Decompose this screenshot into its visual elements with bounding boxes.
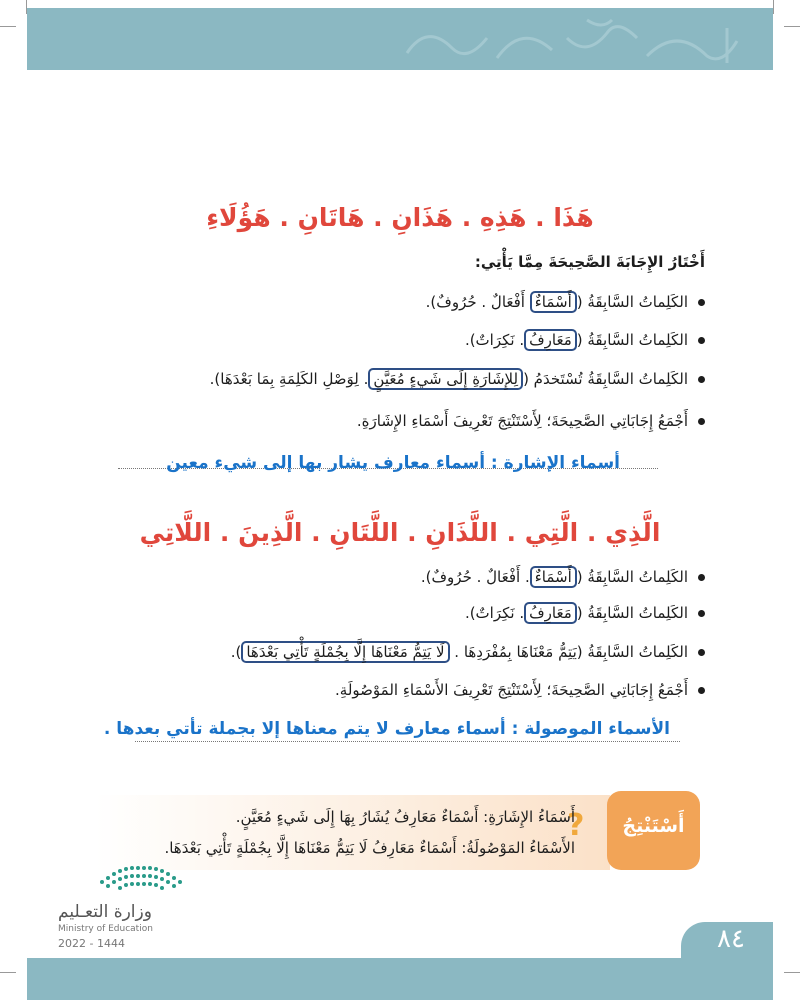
bullet-icon: [698, 376, 705, 383]
crop-mark: [0, 26, 16, 27]
bullet-icon: [698, 337, 705, 344]
selected-answer: مَعَارِفُ: [524, 602, 577, 624]
conclusion-line: أَسْمَاءُ الإِشَارَةِ: أَسْمَاءٌ مَعَارِفُ يُشَارُ بِهَا إِلَى شَيءٍ مُعَيَّنٍ.: [235, 808, 575, 826]
selected-answer: لِلإِشَارَةِ إِلَى شَيءٍ مُعَيَّنٍ: [368, 368, 523, 390]
ministry-logo-icon: [92, 862, 192, 898]
section2-title: الَّذِي . الَّتِي . اللَّذَانِ . اللَّتَانِ . الَّذِينَ . اللَّاتِي: [139, 518, 661, 547]
list-item: الكَلِماتُ السَّابِقَةُ تُسْتَخدَمُ (لِلإِشَارَةِ إِلَى شَيءٍ مُعَيَّنٍ. لِوَصْلِ الكَلِمَةِ بِمَا بَعْدَهَا).: [210, 370, 705, 388]
answer-line: [135, 741, 680, 742]
handwritten-answer: الأسماء الموصولة : أسماء معارف لا يتم معناها إلا بجملة تأتي بعدها .: [103, 719, 670, 739]
crop-mark: [784, 972, 800, 973]
ministry-name-ar: وزارة التعـليم: [58, 902, 152, 922]
crop-mark: [0, 972, 16, 973]
page-number: ٨٤: [717, 924, 745, 954]
handwritten-answer: أسماء الإشارة : أسماء معارف يشار بها إلى شيء معين: [166, 453, 620, 473]
crop-mark: [784, 26, 800, 27]
question-mark-icon: ?: [567, 808, 585, 843]
bullet-icon: [698, 418, 705, 425]
selected-answer: مَعَارِفُ: [524, 329, 577, 351]
crop-mark: [773, 0, 774, 14]
list-item: الكَلِماتُ السَّابِقَةُ (مَعَارِفُ. نَكِرَاتٌ).: [465, 331, 705, 349]
list-item: أَجْمَعُ إِجَابَاتِي الصَّحِيحَةَ؛ لِأَسْتَنْتِجَ تَعْرِيفَ الأَسْمَاءِ المَوْصُولَةِ.: [335, 681, 705, 699]
selected-answer: لَا يَتِمُّ مَعْنَاهَا إِلَّا بِجُمْلَةٍ تَأْتِي بَعْدَهَا: [241, 641, 449, 663]
section1-title: هَذَا . هَذِهِ . هَذَانِ . هَاتَانِ . هَؤُلَاءِ: [206, 203, 594, 232]
bullet-icon: [698, 574, 705, 581]
selected-answer: أَسْمَاءٌ: [530, 566, 577, 588]
bullet-icon: [698, 610, 705, 617]
bullet-icon: [698, 299, 705, 306]
bullet-icon: [698, 687, 705, 694]
calligraphy-pattern: [27, 8, 773, 70]
conclusion-label: أَسْتَنْتِجُ: [622, 815, 685, 837]
crop-mark: [26, 0, 27, 14]
header-band: [27, 8, 773, 70]
conclusion-line: الأَسْمَاءُ المَوْصُولَةُ: أَسْمَاءٌ مَعَارِفُ لَا يَتِمُّ مَعْنَاهَا إِلَّا بِجُمْلَةٍ تَأْتِي بَعْدَهَا.: [164, 839, 575, 857]
selected-answer: أَسْمَاءٌ: [530, 291, 577, 313]
edition-year: 2022 - 1444: [58, 937, 125, 950]
list-item: الكَلِماتُ السَّابِقَةُ (يَتِمُّ مَعْنَاهَا بِمُفْرَدِهَا . لَا يَتِمُّ مَعْنَاهَا إِلَّا بِجُمْلَةٍ تَأْتِي بَعْدَهَا).: [231, 643, 705, 661]
list-item: الكَلِماتُ السَّابِقَةُ (أَسْمَاءٌ أَفْعَالٌ . حُرُوفٌ).: [426, 293, 705, 311]
instruction: أَخْتَارُ الإِجَابَةَ الصَّحِيحَةَ مِمَّا يَأْتِي:: [474, 253, 705, 271]
footer-band: [27, 958, 773, 1000]
bullet-icon: [698, 649, 705, 656]
list-item: الكَلِماتُ السَّابِقَةُ (مَعَارِفُ. نَكِرَاتٌ).: [465, 604, 705, 622]
list-item: الكَلِماتُ السَّابِقَةُ (أَسْمَاءٌ. أَفْعَالٌ . حُرُوفٌ).: [421, 568, 705, 586]
ministry-name-en: Ministry of Education: [58, 924, 153, 934]
list-item: أَجْمَعُ إِجَابَاتِي الصَّحِيحَةَ؛ لِأَسْتَنْتِجَ تَعْرِيفَ أَسْمَاءِ الإِشَارَةِ.: [357, 412, 705, 430]
conclusion-box: [95, 795, 610, 870]
